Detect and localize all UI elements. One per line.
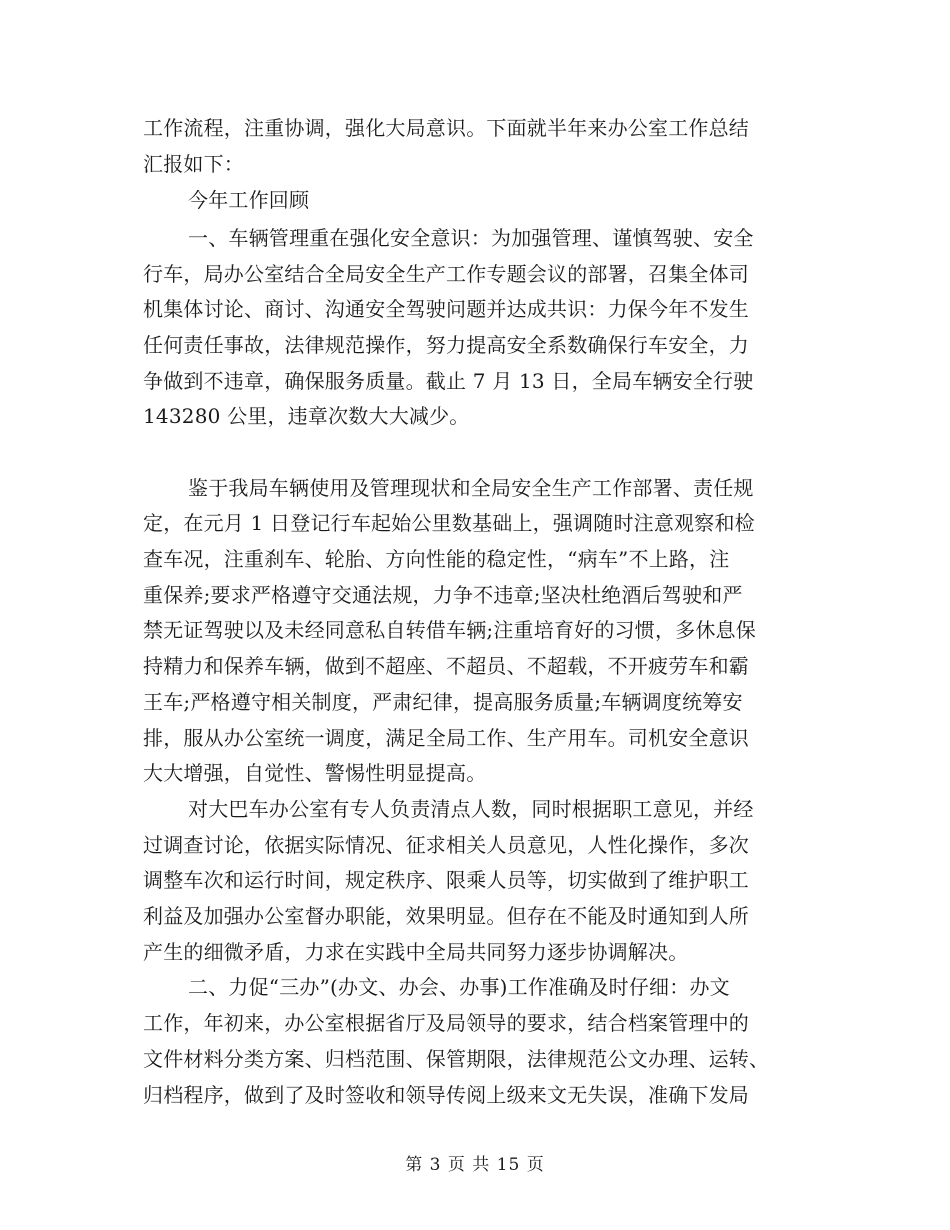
body-text-line: 机集体讨论、商讨、沟通安全驾驶问题并达成共识：力保今年不发生: [143, 297, 749, 321]
body-text-line: 排，服从办公室统一调度，满足全局工作、生产用车。司机安全意识: [143, 726, 749, 750]
body-text-line: 利益及加强办公室督办职能，效果明显。但存在不能及时通知到人所: [143, 904, 749, 928]
body-text-line: 工作流程，注重协调，强化大局意识。下面就半年来办公室工作总结: [143, 116, 749, 140]
body-text-line: 归档程序，做到了及时签收和领导传阅上级来文无失误，准确下发局: [143, 1083, 749, 1107]
body-text-line: 汇报如下：: [143, 152, 244, 176]
body-text-line: 143280 公里，违章次数大大减少。: [143, 404, 470, 428]
page-number-footer: 第 3 页 共 15 页: [405, 1155, 545, 1175]
body-text-line: 对大巴车办公室有专人负责清点人数，同时根据职工意见，并经: [188, 797, 754, 821]
body-text-line: 一、车辆管理重在强化安全意识：为加强管理、谨慎驾驶、安全: [188, 226, 754, 250]
body-text-line: 任何责任事故，法律规范操作，努力提高安全系数确保行车安全，力: [143, 333, 749, 357]
section-heading: 今年工作回顾: [188, 188, 310, 212]
body-text-line: 查车况，注重刹车、轮胎、方向性能的稳定性，“病车”不上路，注: [143, 547, 730, 571]
body-text-line: 定，在元月 1 日登记行车起始公里数基础上，强调随时注意观察和检: [143, 511, 755, 535]
body-text-line: 产生的细微矛盾，力求在实践中全局共同努力逐步协调解决。: [143, 940, 689, 964]
body-text-line: 王车;严格遵守相关制度，严肃纪律，提高服务质量;车辆调度统筹安: [143, 690, 743, 714]
body-text-line: 大大增强，自觉性、警惕性明显提高。: [143, 761, 487, 785]
body-text-line: 重保养;要求严格遵守交通法规，力争不违章;坚决杜绝酒后驾驶和严: [143, 583, 743, 607]
body-text-line: 工作，年初来，办公室根据省厅及局领导的要求，结合档案管理中的: [143, 1011, 749, 1035]
body-text-line: 二、力促“三办”(办文、办会、办事)工作准确及时仔细：办文: [188, 975, 730, 999]
body-text-line: 文件材料分类方案、归档范围、保管期限，法律规范公文办理、运转、: [143, 1047, 770, 1071]
body-text-line: 行车，局办公室结合全局安全生产工作专题会议的部署，召集全体司: [143, 262, 749, 286]
body-text-line: 禁无证驾驶以及未经同意私自转借车辆;注重培育好的习惯，多休息保: [143, 618, 756, 642]
body-text-line: 鉴于我局车辆使用及管理现状和全局安全生产工作部署、责任规: [188, 476, 754, 500]
body-text-line: 过调查讨论，依据实际情况、征求相关人员意见，人性化操作，多次: [143, 833, 749, 857]
body-text-line: 调整车次和运行时间，规定秩序、限乘人员等，切实做到了维护职工: [143, 868, 749, 892]
body-text-line: 持精力和保养车辆，做到不超座、不超员、不超载，不开疲劳车和霸: [143, 654, 749, 678]
body-text-line: 争做到不违章，确保服务质量。截止 7 月 13 日，全局车辆安全行驶: [143, 369, 754, 393]
